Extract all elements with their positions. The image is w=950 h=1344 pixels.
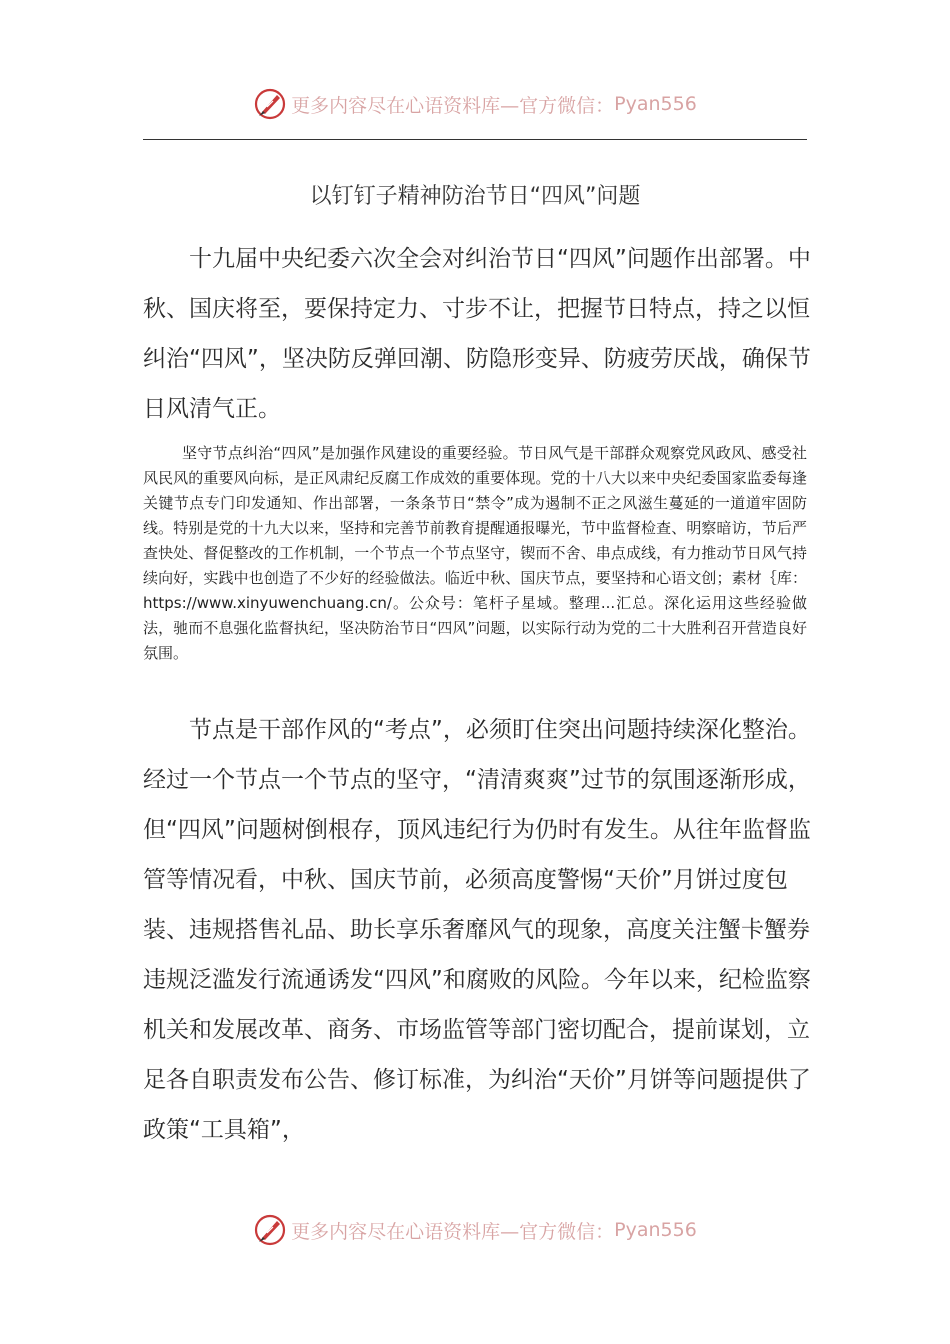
paragraph-2: 坚守节点纠治“四风”是加强作风建设的重要经验。节日风气是干部群众观察党风政风、感受社风民风的重要风向标，是正风肃纪反腐工作成效的重要体现。党的十八大以来中央纪委国家监委每逢关键节点专门印发通知、作出部署，一条条节日“禁令”成为遏制不正之风滋生蔓延的一道道牢固防线。特别是党的十九大以来，坚持和完善节前教育提醒通报曝光，节中监督检查、明察暗访，节后严查快处、督促整改的工作机制，一个节点一个节点坚守，锲而不舍、串点成线，有力推动节日风气持续向好，实践中也创造了不少好的经验做法。临近中秋、国庆节点，要坚持和心语文创；素材｛库：https://www.xinyuwenchuang.cn/。公众号：笔杆子星域。整理...汇总。深化运用这些经验做法，驰而不息强化监督执纪，坚决防治节日“四风”问题，以实际行动为党的二十大胜利召开营造良好氛围。 <box>143 444 807 662</box>
footer-banner <box>0 1210 950 1250</box>
banner-text: 更多内容尽在心语资料库—官方微信： <box>291 1220 615 1243</box>
header-banner <box>0 84 950 124</box>
quill-pen-logo-icon <box>253 87 287 121</box>
header-divider <box>143 139 807 140</box>
paragraph-3: 节点是干部作风的“考点”，必须盯住突出问题持续深化整治。经过一个节点一个节点的坚守，“清清爽爽”过节的氛围逐渐形成，但“四风”问题树倒根存，顶风违纪行为仍时有发生。从往年监督监管等情况看，中秋、国庆节前，必须高度警惕“天价”月饼过度包装、违规搭售礼品、助长享乐奢靡风气的现象，高度关注蟹卡蟹券违规泛滥发行流通诱发“四风”和腐败的风险。今年以来，纪检监察机关和发展改革、商务、市场监管等部门密切配合，提前谋划，立足各自职责发布公告、修订标准，为纠治“天价”月饼等问题提供了政策“工具箱”， <box>143 717 811 1143</box>
paragraph-1: 十九届中央纪委六次全会对纠治节日“四风”问题作出部署。中秋、国庆将至，要保持定力、寸步不让，把握节日特点，持之以恒纠治“四风”，坚决防反弹回潮、防隐形变异、防疲劳厌战，确保节日风清气正。 <box>143 246 811 422</box>
banner-wechat-id: Pyan556 <box>614 93 697 115</box>
quill-pen-logo-icon <box>253 1213 287 1247</box>
banner-wechat-id: Pyan556 <box>614 1219 697 1241</box>
banner-text: 更多内容尽在心语资料库—官方微信： <box>291 94 615 117</box>
document-title: 以钉钉子精神防治节日“四风”问题 <box>309 184 641 209</box>
